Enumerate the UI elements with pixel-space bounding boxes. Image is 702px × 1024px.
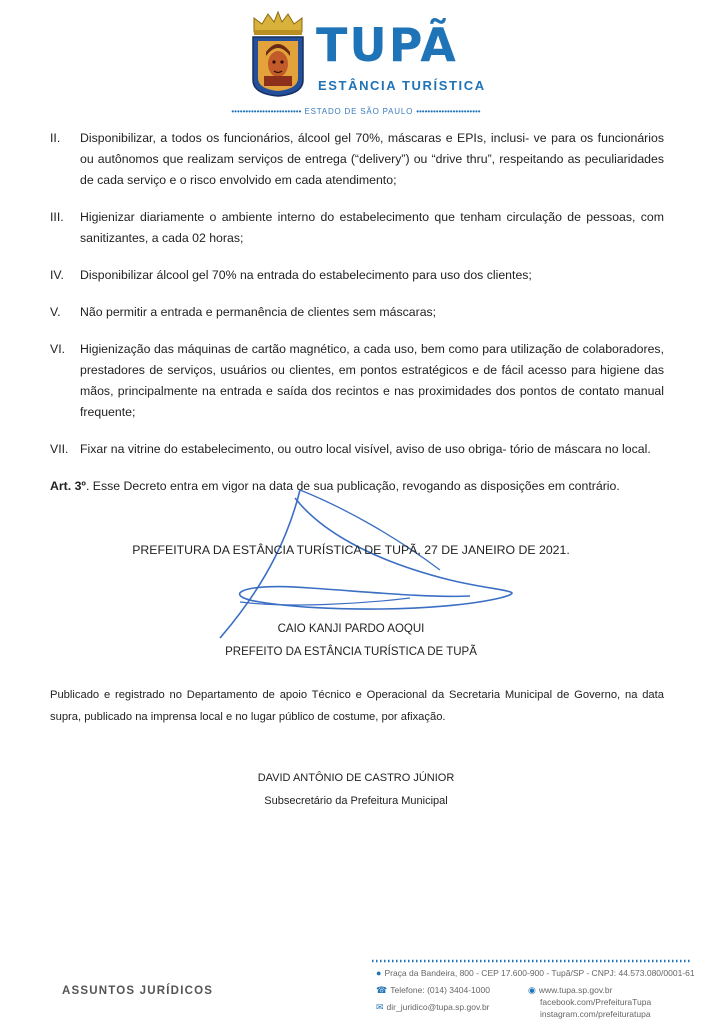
brand-name: TUPÃ [316, 18, 458, 72]
item-text: Higienização das máquinas de cartão magnético, a cada uso, bem como para utilização de colaboradores, prestadores de serviços, usuários ou clientes, em pontos estratégicos e de fácil acesso para higiene das mãos, principalmente na entrada e saída dos recintos e nas proximidades dos pontos de contato manual frequente; [80, 342, 664, 419]
item-text: Disponibilizar, a todos os funcionários, álcool gel 70%, máscaras e EPIs, inclusi- ve para os funcionários ou autônomos que realizam serviços de entrega (“delivery”) ou “drive thru”, respeitando as peculiaridades de cada serviço e o risco envolvido em cada atendimento; [80, 131, 664, 187]
list-item [50, 265, 664, 286]
state-name: ESTADO DE SÃO PAULO [304, 107, 414, 116]
item-number: IV. [50, 268, 64, 282]
item-text: Disponibilizar álcool gel 70% na entrada do estabelecimento para uso dos clientes; [80, 268, 532, 282]
article-text: . Esse Decreto entra em vigor na data de sua publicação, revogando as disposições em contrário. [85, 479, 620, 493]
city-coat-of-arms [250, 10, 306, 98]
mayor-name: CAIO KANJI PARDO AOQUI [277, 623, 425, 635]
department-name: ASSUNTOS JURÍDICOS [62, 985, 214, 997]
list-item [50, 339, 664, 423]
list-item [50, 128, 664, 191]
brand-subtitle: ESTÂNCIA TURÍSTICA [318, 78, 486, 93]
email-text: dir_juridico@tupa.sp.gov.br [386, 1002, 490, 1012]
state-line [206, 107, 506, 116]
divider-dots-left: ••••••••••••••••••••••••• [231, 107, 302, 116]
item-number: VII. [50, 442, 69, 456]
footer-address [376, 968, 695, 978]
item-number: VI. [50, 342, 66, 356]
article-label: Art. 3º [50, 479, 86, 493]
item-text: Higienizar diariamente o ambiente interno do estabelecimento que tenham circulação de pessoas, com sanitizantes, a cada 02 horas; [80, 210, 664, 245]
item-text: Não permitir a entrada e permanência de clientes sem máscaras; [80, 305, 437, 319]
list-item [50, 439, 664, 460]
letterhead [0, 4, 702, 114]
list-item [50, 302, 664, 323]
footer-instagram: instagram.com/prefeituratupa [540, 1009, 651, 1019]
mayor-title: PREFEITO DA ESTÂNCIA TURÍSTICA DE TUPÃ [225, 646, 477, 658]
footer-facebook: facebook.com/PrefeituraTupa [540, 997, 652, 1007]
address-text: Praça da Bandeira, 800 - CEP 17.600-900 - Tupã/SP - CNPJ: 44.573.080/0001-61 [384, 968, 695, 978]
phone-text: Telefone: (014) 3404-1000 [390, 985, 490, 995]
website-text: www.tupa.sp.gov.br [538, 985, 613, 995]
footer-email [376, 1002, 490, 1013]
list-item [50, 207, 664, 249]
secretary-name: DAVID ANTÔNIO DE CASTRO JÚNIOR [257, 772, 455, 784]
phone-icon: ☎ [376, 985, 388, 995]
divider-dots-right: ••••••••••••••••••••••• [416, 107, 481, 116]
publication-note: Publicado e registrado no Departamento de apoio Técnico e Operacional da Secretaria Municipal de Governo, na data supra, publicado na imprensa local e no lugar público de costume, por afixação. [50, 689, 664, 723]
date-line: PREFEITURA DA ESTÂNCIA TURÍSTICA DE TUPÃ, 27 DE JANEIRO DE 2021. [132, 543, 570, 557]
item-number: V. [50, 305, 61, 319]
location-pin-icon: ● [376, 968, 382, 978]
secretary-title: Subsecretário da Prefeitura Municipal [264, 795, 448, 807]
globe-icon: ◉ [528, 985, 536, 995]
item-text: Fixar na vitrine do estabelecimento, ou outro local visível, aviso de uso obriga- tório de máscara no local. [80, 442, 651, 456]
decree-body [50, 128, 664, 497]
email-icon: ✉ [376, 1002, 384, 1012]
footer-phone [376, 985, 490, 996]
item-number: II. [50, 131, 61, 145]
item-number: III. [50, 210, 64, 224]
footer-dotted-divider [372, 958, 692, 964]
footer-website [528, 985, 612, 996]
